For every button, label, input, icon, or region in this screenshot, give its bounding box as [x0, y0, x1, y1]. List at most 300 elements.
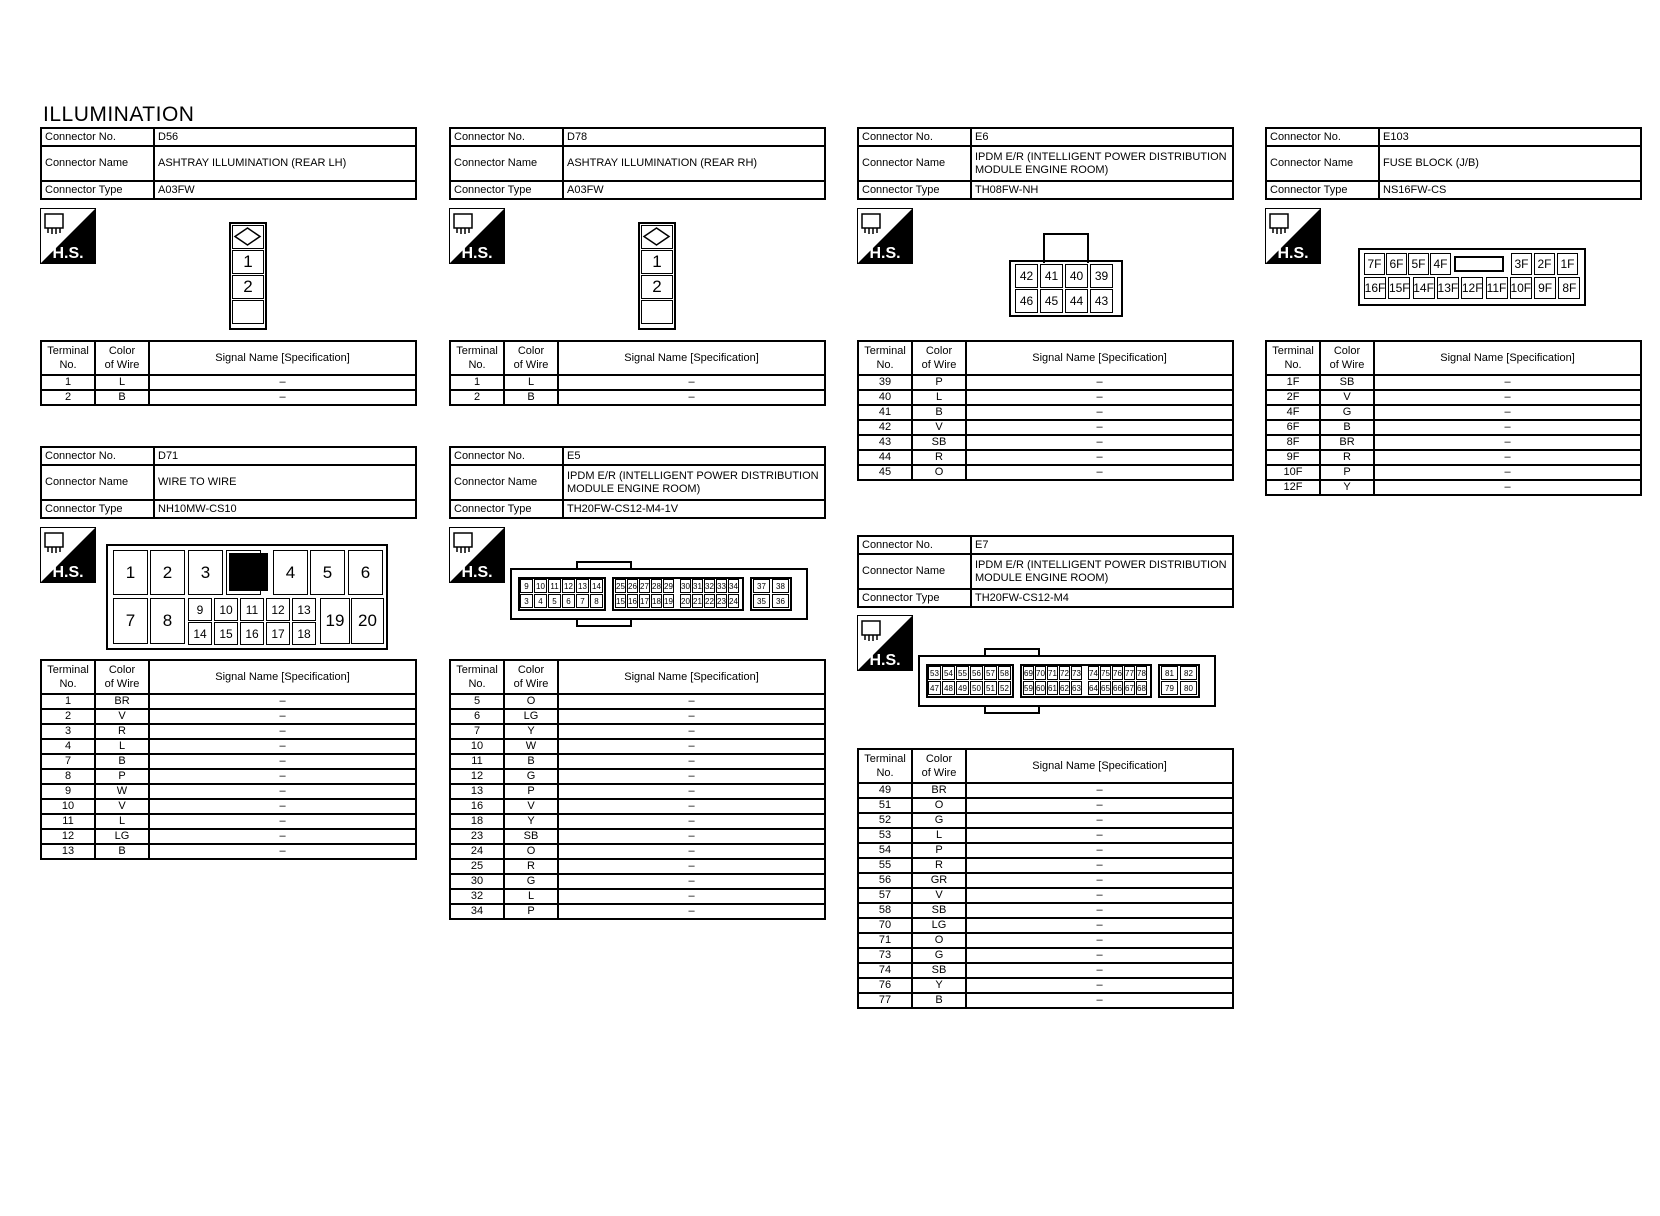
connector-pin: 5: [548, 594, 561, 608]
signal-name-header: Signal Name [Specification]: [149, 660, 416, 694]
connector-pin: 22: [704, 594, 715, 608]
table-row: [858, 978, 1233, 993]
signal-cell: –: [558, 375, 825, 390]
table-row: [41, 784, 416, 799]
terminal-cell: 57: [858, 888, 912, 903]
hs-view-icon: [449, 527, 505, 583]
terminal-no-header: Terminal No.: [450, 341, 504, 375]
terminal-cell: 13: [41, 844, 95, 859]
signal-cell: –: [966, 420, 1233, 435]
connector-type-value: A03FW: [563, 181, 825, 199]
table-row: [450, 889, 825, 904]
color-cell: SB: [912, 903, 966, 918]
lock-tab: [984, 706, 1040, 714]
table-row: [450, 859, 825, 874]
terminal-cell: 1: [450, 375, 504, 390]
connector-pin: 16: [627, 594, 638, 608]
connector-pin: 13: [292, 598, 316, 621]
connector-pin: 15: [214, 622, 238, 645]
connector-pin: 77: [1124, 666, 1135, 680]
terminal-cell: 56: [858, 873, 912, 888]
connector-pin: 6: [348, 550, 383, 595]
table-row: [450, 724, 825, 739]
connector-pin: 32: [704, 579, 715, 593]
hs-view-icon: [40, 527, 96, 583]
color-cell: P: [912, 843, 966, 858]
connector-pin: 16F: [1364, 277, 1386, 299]
terminal-cell: 9: [41, 784, 95, 799]
label-connector-no: Connector No.: [41, 128, 154, 146]
terminal-cell: 32: [450, 889, 504, 904]
table-row: [450, 904, 825, 919]
connector-pin: 16: [240, 622, 264, 645]
connector-pin: 19: [320, 598, 350, 644]
table-row: [41, 694, 416, 709]
label-connector-no: Connector No.: [41, 447, 154, 465]
connector-pin: 5F: [1408, 253, 1429, 275]
table-row: [858, 948, 1233, 963]
color-of-wire-header: Color of Wire: [1320, 341, 1374, 375]
terminal-cell: 24: [450, 844, 504, 859]
connector-pin: 61: [1047, 681, 1058, 695]
signal-cell: –: [149, 784, 416, 799]
signal-cell: –: [558, 859, 825, 874]
table-row: [858, 465, 1233, 480]
table-row: [858, 435, 1233, 450]
terminal-cell: 39: [858, 375, 912, 390]
signal-cell: –: [149, 694, 416, 709]
color-cell: V: [912, 420, 966, 435]
color-of-wire-header: Color of Wire: [504, 341, 558, 375]
terminal-cell: 51: [858, 798, 912, 813]
color-cell: V: [504, 799, 558, 814]
connector-pin: 62: [1059, 681, 1070, 695]
terminal-cell: 1: [41, 694, 95, 709]
label-connector-type: Connector Type: [41, 500, 154, 518]
table-row: [858, 813, 1233, 828]
terminal-cell: 54: [858, 843, 912, 858]
color-cell: O: [912, 798, 966, 813]
connector-pin: 72: [1059, 666, 1070, 680]
color-cell: LG: [912, 918, 966, 933]
label-connector-type: Connector Type: [858, 589, 971, 607]
color-cell: Y: [504, 724, 558, 739]
connector-name-value: ASHTRAY ILLUMINATION (REAR RH): [563, 146, 825, 181]
connector-name-value: IPDM E/R (INTELLIGENT POWER DISTRIBUTION MODULE ENGINE ROOM): [563, 465, 825, 500]
label-connector-no: Connector No.: [450, 128, 563, 146]
color-of-wire-header: Color of Wire: [912, 341, 966, 375]
connector-pin: 6F: [1386, 253, 1407, 275]
connector-pin: 43: [1090, 289, 1113, 313]
connector-header-table: [857, 535, 1234, 608]
connector-pin: 64: [1088, 681, 1099, 695]
connector-pin: [232, 300, 264, 324]
signal-cell: –: [1374, 420, 1641, 435]
connector-pin: 2: [150, 550, 185, 595]
signal-table-e6: [857, 340, 1234, 481]
terminal-cell: 6F: [1266, 420, 1320, 435]
label-connector-type: Connector Type: [450, 181, 563, 199]
connector-type-value: NH10MW-CS10: [154, 500, 416, 518]
connector-pin: 1F: [1557, 253, 1578, 275]
color-cell: B: [95, 844, 149, 859]
connector-pin: 37: [753, 579, 770, 593]
connector-pin: 56: [970, 666, 983, 680]
connector-pin: 70: [1035, 666, 1046, 680]
terminal-cell: 2: [41, 709, 95, 724]
color-cell: B: [95, 754, 149, 769]
terminal-no-header: Terminal No.: [450, 660, 504, 694]
connector-pin: 74: [1088, 666, 1099, 680]
signal-cell: –: [1374, 390, 1641, 405]
connector-name-value: IPDM E/R (INTELLIGENT POWER DISTRIBUTION MODULE ENGINE ROOM): [971, 554, 1233, 589]
connector-pin: 48: [942, 681, 955, 695]
table-row: [858, 828, 1233, 843]
signal-cell: –: [558, 844, 825, 859]
connector-pin: 1: [641, 250, 673, 274]
connector-name-value: ASHTRAY ILLUMINATION (REAR LH): [154, 146, 416, 181]
table-row: [1266, 375, 1641, 390]
connector-type-value: TH20FW-CS12-M4: [971, 589, 1233, 607]
connector-pin: 9: [520, 579, 533, 593]
connector-header-table: [40, 446, 417, 519]
connector-pin: 51: [984, 681, 997, 695]
terminal-cell: 13: [450, 784, 504, 799]
label-connector-type: Connector Type: [858, 181, 971, 199]
signal-cell: –: [966, 813, 1233, 828]
key-diamond-icon: [232, 225, 264, 249]
signal-cell: –: [966, 435, 1233, 450]
terminal-cell: 43: [858, 435, 912, 450]
connector-pin: 3: [520, 594, 533, 608]
connector-pin: 45: [1040, 289, 1063, 313]
terminal-cell: 10: [450, 739, 504, 754]
table-row: [450, 814, 825, 829]
signal-cell: –: [558, 799, 825, 814]
label-connector-name: Connector Name: [858, 146, 971, 181]
color-cell: V: [1320, 390, 1374, 405]
signal-name-header: Signal Name [Specification]: [966, 749, 1233, 783]
label-connector-type: Connector Type: [41, 181, 154, 199]
connector-pin: 12: [562, 579, 575, 593]
table-row: [858, 783, 1233, 798]
table-row: [41, 814, 416, 829]
table-row: [41, 375, 416, 390]
connector-pin: 75: [1100, 666, 1111, 680]
table-row: [858, 963, 1233, 978]
table-row: [858, 873, 1233, 888]
color-cell: R: [1320, 450, 1374, 465]
label-connector-no: Connector No.: [1266, 128, 1379, 146]
signal-table-e103: [1265, 340, 1642, 496]
table-row: [1266, 405, 1641, 420]
signal-cell: –: [149, 724, 416, 739]
signal-cell: –: [966, 888, 1233, 903]
connector-pin: 44: [1065, 289, 1088, 313]
table-row: [41, 829, 416, 844]
terminal-cell: 6: [450, 709, 504, 724]
connector-no-value: E6: [971, 128, 1233, 146]
lock-tab: [576, 561, 632, 569]
signal-name-header: Signal Name [Specification]: [558, 341, 825, 375]
table-row: [858, 993, 1233, 1008]
table-row: [450, 799, 825, 814]
connector-pin: 28: [651, 579, 662, 593]
color-cell: L: [912, 390, 966, 405]
connector-no-value: E7: [971, 536, 1233, 554]
connector-block-d71: [40, 446, 417, 519]
connector-pin: 19: [663, 594, 674, 608]
connector-header-table: [40, 127, 417, 200]
connector-type-value: TH08FW-NH: [971, 181, 1233, 199]
table-row: [858, 405, 1233, 420]
connector-pin: 2: [232, 275, 264, 299]
color-cell: G: [912, 813, 966, 828]
color-cell: G: [504, 769, 558, 784]
terminal-cell: 5: [450, 694, 504, 709]
connector-pin: 11: [548, 579, 561, 593]
signal-cell: –: [966, 933, 1233, 948]
terminal-cell: 3: [41, 724, 95, 739]
terminal-cell: 55: [858, 858, 912, 873]
signal-table-e7: [857, 748, 1234, 1009]
label-connector-name: Connector Name: [41, 465, 154, 500]
color-cell: P: [1320, 465, 1374, 480]
terminal-cell: 1F: [1266, 375, 1320, 390]
connector-pin: 23: [716, 594, 727, 608]
connector-pin: 5: [310, 550, 345, 595]
signal-table-d71: [40, 659, 417, 860]
connector-pin: 6: [562, 594, 575, 608]
lock-tab: [1043, 233, 1089, 263]
signal-cell: –: [149, 754, 416, 769]
color-of-wire-header: Color of Wire: [95, 660, 149, 694]
svg-text:H.S.: H.S.: [52, 245, 84, 262]
terminal-no-header: Terminal No.: [1266, 341, 1320, 375]
connector-pin: 3F: [1511, 253, 1532, 275]
connector-name-value: IPDM E/R (INTELLIGENT POWER DISTRIBUTION MODULE ENGINE ROOM): [971, 146, 1233, 181]
connector-pin: 69: [1023, 666, 1034, 680]
color-cell: V: [95, 799, 149, 814]
color-cell: BR: [1320, 435, 1374, 450]
table-row: [41, 390, 416, 405]
connector-pin: 35: [753, 594, 770, 608]
connector-pin: 12F: [1461, 277, 1483, 299]
signal-cell: –: [149, 814, 416, 829]
svg-text:H.S.: H.S.: [869, 652, 901, 669]
signal-cell: –: [149, 799, 416, 814]
terminal-cell: 45: [858, 465, 912, 480]
connector-pin: 30: [680, 579, 691, 593]
connector-pin: 10: [534, 579, 547, 593]
connector-pin: 65: [1100, 681, 1111, 695]
connector-pin: 60: [1035, 681, 1046, 695]
color-cell: L: [95, 814, 149, 829]
terminal-cell: 30: [450, 874, 504, 889]
connector-pin: 9F: [1534, 277, 1556, 299]
connector-header-table: [857, 127, 1234, 200]
terminal-no-header: Terminal No.: [858, 749, 912, 783]
color-cell: W: [504, 739, 558, 754]
connector-pin: 67: [1124, 681, 1135, 695]
connector-pin: 41: [1040, 264, 1063, 288]
table-row: [1266, 435, 1641, 450]
color-of-wire-header: Color of Wire: [912, 749, 966, 783]
connector-pin: 46: [1015, 289, 1038, 313]
signal-name-header: Signal Name [Specification]: [966, 341, 1233, 375]
signal-cell: –: [966, 450, 1233, 465]
connector-pin: 47: [928, 681, 941, 695]
terminal-cell: 40: [858, 390, 912, 405]
connector-name-value: WIRE TO WIRE: [154, 465, 416, 500]
table-row: [1266, 390, 1641, 405]
terminal-cell: 4F: [1266, 405, 1320, 420]
terminal-cell: 16: [450, 799, 504, 814]
connector-pin: [641, 300, 673, 324]
signal-name-header: Signal Name [Specification]: [558, 660, 825, 694]
table-row: [450, 754, 825, 769]
color-cell: LG: [504, 709, 558, 724]
connector-name-value: FUSE BLOCK (J/B): [1379, 146, 1641, 181]
hs-view-icon: [857, 208, 913, 264]
table-row: [450, 844, 825, 859]
color-cell: R: [504, 859, 558, 874]
connector-pin: 14F: [1413, 277, 1435, 299]
connector-pin: 58: [998, 666, 1011, 680]
connector-pin: 42: [1015, 264, 1038, 288]
color-cell: B: [912, 405, 966, 420]
terminal-cell: 10: [41, 799, 95, 814]
table-row: [450, 709, 825, 724]
terminal-cell: 12: [41, 829, 95, 844]
key-diamond-icon: [641, 225, 673, 249]
connector-pin: 4F: [1430, 253, 1451, 275]
terminal-cell: 12: [450, 769, 504, 784]
color-cell: B: [504, 754, 558, 769]
color-cell: O: [504, 844, 558, 859]
signal-cell: –: [966, 903, 1233, 918]
connector-block-e7: [857, 535, 1234, 608]
connector-pin: 36: [772, 594, 789, 608]
connector-type-value: NS16FW-CS: [1379, 181, 1641, 199]
terminal-cell: 77: [858, 993, 912, 1008]
connector-pin: 26: [627, 579, 638, 593]
color-cell: P: [95, 769, 149, 784]
svg-text:H.S.: H.S.: [461, 564, 493, 581]
lock-tab: [984, 648, 1040, 656]
color-cell: P: [504, 784, 558, 799]
connector-pin: 66: [1112, 681, 1123, 695]
connector-pin: 15: [615, 594, 626, 608]
signal-cell: –: [966, 978, 1233, 993]
color-cell: LG: [95, 829, 149, 844]
connector-pin: 12: [266, 598, 290, 621]
connector-pin: 3: [188, 550, 223, 595]
connector-pin: 7: [576, 594, 589, 608]
color-cell: SB: [1320, 375, 1374, 390]
connector-block-e103: [1265, 127, 1642, 200]
color-cell: V: [95, 709, 149, 724]
terminal-cell: 58: [858, 903, 912, 918]
connector-pin: 17: [639, 594, 650, 608]
color-cell: R: [912, 450, 966, 465]
color-cell: Y: [504, 814, 558, 829]
connector-pin: 54: [942, 666, 955, 680]
table-row: [858, 798, 1233, 813]
connector-pin: 13F: [1437, 277, 1459, 299]
table-row: [41, 709, 416, 724]
signal-cell: –: [966, 963, 1233, 978]
color-cell: O: [912, 933, 966, 948]
color-cell: SB: [912, 963, 966, 978]
terminal-cell: 49: [858, 783, 912, 798]
terminal-cell: 8F: [1266, 435, 1320, 450]
table-row: [858, 375, 1233, 390]
signal-cell: –: [149, 739, 416, 754]
signal-table-e5: [449, 659, 826, 920]
connector-pin: 63: [1071, 681, 1082, 695]
connector-pin: 27: [639, 579, 650, 593]
label-connector-no: Connector No.: [858, 536, 971, 554]
color-cell: O: [504, 694, 558, 709]
connector-pin: 2F: [1534, 253, 1555, 275]
table-row: [858, 933, 1233, 948]
terminal-cell: 2: [450, 390, 504, 405]
signal-cell: –: [966, 828, 1233, 843]
connector-pin: 11F: [1486, 277, 1508, 299]
signal-cell: –: [558, 829, 825, 844]
table-row: [41, 769, 416, 784]
signal-cell: –: [558, 739, 825, 754]
signal-cell: –: [558, 724, 825, 739]
terminal-cell: 8: [41, 769, 95, 784]
connector-pin: 79: [1161, 681, 1178, 695]
label-connector-type: Connector Type: [450, 500, 563, 518]
terminal-cell: 10F: [1266, 465, 1320, 480]
table-row: [858, 390, 1233, 405]
signal-cell: –: [149, 709, 416, 724]
signal-table-d56: [40, 340, 417, 406]
terminal-cell: 11: [41, 814, 95, 829]
connector-pin: 78: [1136, 666, 1147, 680]
connector-pin: 68: [1136, 681, 1147, 695]
color-cell: L: [95, 375, 149, 390]
connector-header-table: [449, 127, 826, 200]
terminal-cell: 7: [450, 724, 504, 739]
connector-pin: 14: [188, 622, 212, 645]
signal-cell: –: [1374, 450, 1641, 465]
color-cell: V: [912, 888, 966, 903]
connector-pin: 59: [1023, 681, 1034, 695]
connector-pin: 38: [772, 579, 789, 593]
terminal-cell: 7: [41, 754, 95, 769]
signal-name-header: Signal Name [Specification]: [149, 341, 416, 375]
connector-pin: 9: [188, 598, 212, 621]
connector-pin: 34: [728, 579, 739, 593]
connector-pin: 13: [576, 579, 589, 593]
color-cell: G: [504, 874, 558, 889]
lock-tab: [576, 619, 632, 627]
connector-block-d78: [449, 127, 826, 200]
hs-view-icon: [857, 615, 913, 671]
table-row: [1266, 450, 1641, 465]
connector-pin: 33: [716, 579, 727, 593]
signal-cell: –: [149, 390, 416, 405]
table-row: [41, 799, 416, 814]
table-row: [858, 888, 1233, 903]
terminal-cell: 25: [450, 859, 504, 874]
table-row: [858, 858, 1233, 873]
